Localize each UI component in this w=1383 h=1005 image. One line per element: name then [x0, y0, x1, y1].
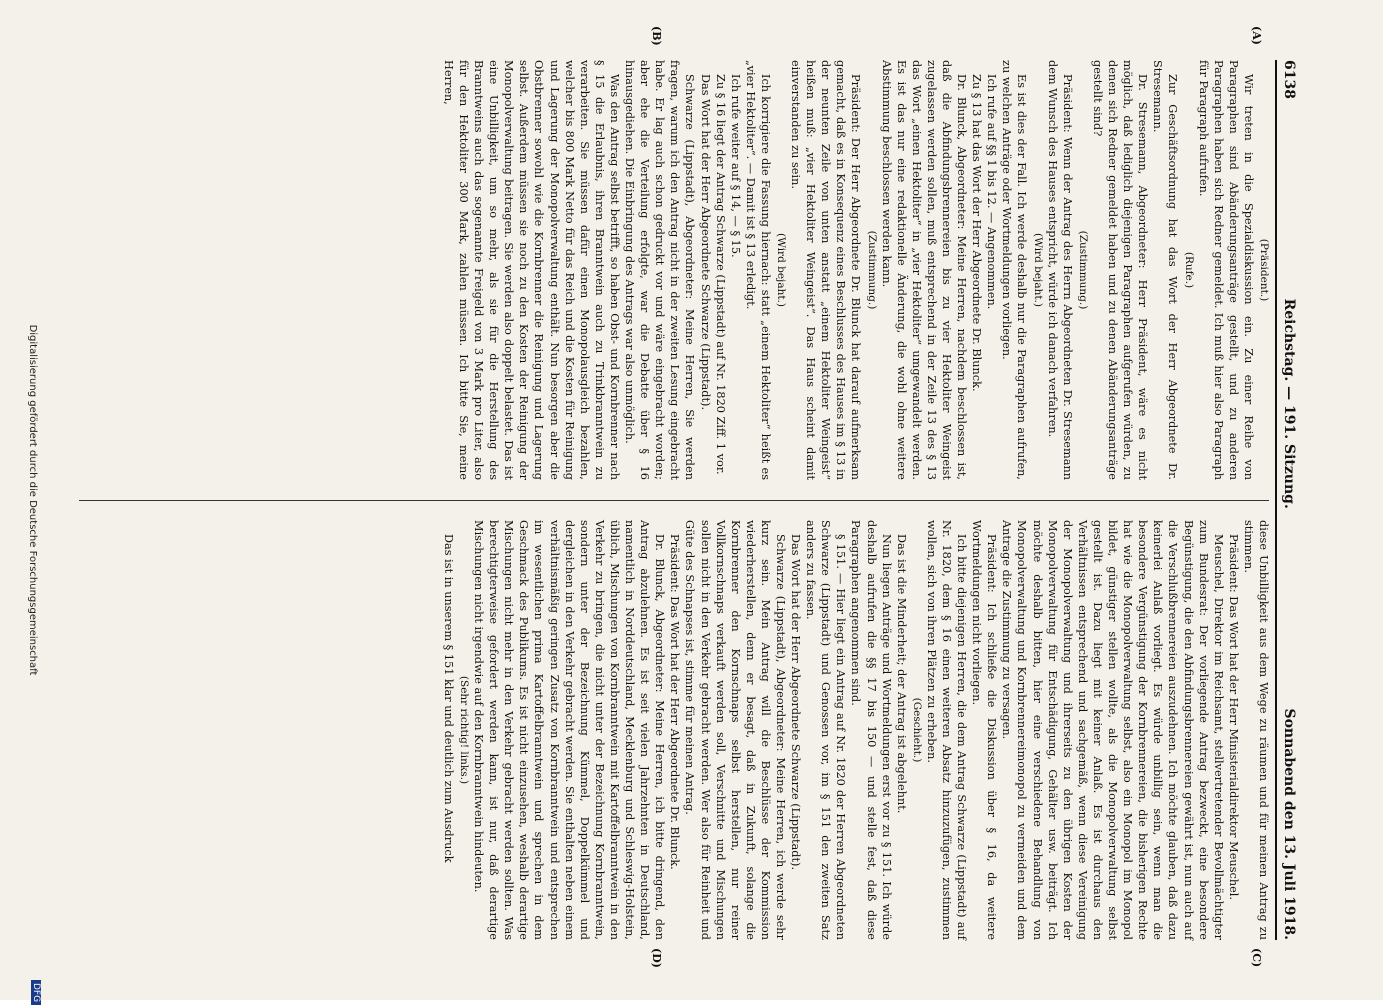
- margin-marker-b: (B): [650, 26, 663, 46]
- paragraph: Ich bitte diejenigen Herren, die dem Antrag Schwarze (Lippstadt) auf Nr. 1820, dem § 16 einen weiteren Absatz hinzuzufügen, zustimmen wollen, sich von ihren Plätzen zu erheben.: [924, 520, 969, 940]
- interjection: (Sehr richtig! links.): [458, 675, 471, 785]
- header-rule: [1275, 60, 1277, 940]
- paragraph: Das Wort hat der Herr Abgeordnete Schwarze (Lippstadt).: [698, 74, 712, 411]
- paragraph: Zur Geschäftsordnung hat das Wort der Herr Abgeordnete Dr. Stresemann.: [1151, 60, 1180, 480]
- paragraph: Präsident: Der Herr Abgeordnete Dr. Blunck hat darauf aufmerksam gemacht, daß es in Konsequenz eines Beschlusses des Hauses im § 13 in der neunten Zeile von unten anstatt „einem Hektoliter Weingeist“ heißen muß: „vier Hektoliter Weingeist“. Das Haus scheint damit einverstanden zu sein.: [789, 60, 863, 480]
- paragraph: Zu § 16 liegt der Antrag Schwarze (Lippstadt) auf Nr. 1820 Ziff. 1 vor.: [713, 74, 727, 475]
- left-column: [441, 60, 1271, 480]
- paragraph: Präsident: Das Wort hat der Herr Ministerialdirektor Meuschel.: [1226, 534, 1240, 900]
- interjection: (Zustimmung.): [1076, 230, 1089, 310]
- paragraph: § 151. — Hier liegt ein Antrag auf Nr. 1820 der Herren Abgeordneten Schwarze (Lippstadt) und Genossen vor, im § 151 den zweiten Satz anders zu fassen.: [804, 520, 848, 940]
- column-divider: [79, 500, 1269, 501]
- paragraph: Zu § 13 hat das Wort der Herr Abgeordnete Dr. Blunck.: [970, 74, 984, 392]
- interjection: (Rufe.): [1182, 251, 1195, 289]
- paragraph: Schwarze (Lippstadt), Abgeordneter: Meine Herren, Sie werden fragen, warum ich den Antrag nicht in der zweiten Lesung eingebracht habe. Er lag auch schon gedruckt vor und wäre eingebracht worden; aber ehe die Verteilung erfolgte, war die Debatte über § 16 hinausgediehen. Die Einbringung des Antrags war also unmöglich.: [623, 60, 697, 480]
- running-header: [1281, 60, 1303, 940]
- document-page: [73, 26, 1303, 968]
- paragraph: Das Wort hat der Herr Abgeordnete Schwarze (Lippstadt).: [789, 534, 803, 871]
- paragraph: Ich rufe auf §§ 1 bis 12. — Angenommen.: [985, 74, 999, 310]
- paragraph: Ich korrigiere die Fassung hiernach: statt „einem Hektoliter“ heißt es „vier Hektoliter“. — Damit ist § 13 erledigt.: [743, 60, 772, 480]
- paragraph: Was den Antrag selbst betrifft, so haben Obst- und Kornbrenner nach § 15 die Erlaubnis, ihren Branntwein auch zu Trinkbranntwein zu verarbeiten. Sie müssen dafür einen Monopolausgleich bezahlen, welcher bis 800 Mark Netto für das Reich und die Kosten für Reinigung und Lagerung der Monopolverwaltung enthält. Nun besorgen aber die Obstbrenner sowohl wie die Kornbrenner die Reinigung und Lagerung selbst. Außerdem müssen sie noch zu den Kosten der Reinigung der Monopolverwaltung beitragen. Sie werden also doppelt belastet. Das ist eine Unbilligkeit, um so mehr, als sie für die Herstellung des Branntweins auch das sogenannte Freigeld von 3 Mark pro Liter, also für den Hektoliter 300 Mark, zahlen müssen. Ich bitte Sie, meine Herren,: [441, 60, 621, 480]
- margin-marker-c: (C): [1250, 948, 1263, 968]
- interjection: (Präsident.): [1258, 238, 1270, 302]
- interjection: (Zustimmung.): [865, 230, 878, 310]
- right-column: [441, 520, 1271, 940]
- paragraph: Präsident: Ich schließe die Diskussion über § 16, da weitere Wortmeldungen nicht vorliegen.: [970, 520, 999, 940]
- margin-marker-d: (D): [650, 948, 663, 968]
- paragraph: diese Unbilligkeit aus dem Wege zu räumen und für meinen Antrag zu stimmen.: [1241, 520, 1270, 940]
- paragraph: Es ist dies der Fall. Ich werde deshalb nur die Paragraphen aufrufen, zu welchen Anträge oder Wortmeldungen vorliegen.: [1000, 60, 1029, 480]
- paragraph: Ich rufe weiter auf § 14, — § 15.: [728, 74, 742, 258]
- page-number: 6138: [1281, 60, 1297, 99]
- header-date: Sonnabend den 13. Juli 1918.: [1281, 708, 1297, 940]
- paragraph: Dr. Blunck, Abgeordneter: Meine Herren, ich bitte dringend, den Antrag abzulehnen. Es ist seit vielen Jahrzehnten in Deutschland, namentlich in Norddeutschland, Mecklenburg und Schleswig-Holstein, üblich, Mischungen von Kornbranntwein mit Kartoffelbranntwein in den Verkehr zu bringen, die nicht unter der Bezeichnung Kornbranntwein, sondern unter der Bezeichnung Kümmel, Doppelkümmel und dergleichen in den Verkehr gebracht werden. Sie enthalten neben einem verhältnismäßig geringen Zusatz von Kornbranntwein und entsprechen im wesentlichen prima Kartoffelbranntwein und sprechen in dem Geschmack des Publikums. Es ist nicht einzusehen, weshalb derartige Mischungen nicht mehr in den Verkehr gebracht werden sollten. Was berechtigterweise gefordert werden kann, ist nur, daß derartige Mischungen nicht irgendwie auf den Kornbranntwein hindeuten.: [472, 520, 667, 940]
- paragraph: Präsident: Das Wort hat der Herr Abgeordnete Dr. Blunck.: [668, 534, 682, 870]
- interjection: (Geschieht.): [910, 697, 923, 763]
- digitization-credit: Digitalisierung gefördert durch die Deutsche Forschungsgemeinschaft: [27, 324, 38, 676]
- paragraph: Dr. Blunck, Abgeordneter: Meine Herren, nachdem beschlossen ist, daß die Abfindungsbrennereien bis zu vier Hektoliter Weingeist zugelassen werden sollen, muß entsprechend in der Zeile 13 des § 13 das Wort „einen Hektoliter“ in „vier Hektoliter“ umgewandelt werden. Es ist das nur eine redaktionelle Änderung, die wohl ohne weitere Abstimmung beschlossen werden kann.: [879, 60, 969, 480]
- interjection: (Wird bejaht.): [1031, 232, 1044, 307]
- paragraph: Präsident: Wenn der Antrag des Herrn Abgeordneten Dr. Stresemann dem Wunsch des Hauses entspricht, würde ich danach verfahren.: [1045, 60, 1074, 480]
- paragraph: Das ist die Minderheit; der Antrag ist abgelehnt.: [894, 534, 908, 814]
- header-title: Reichstag. — 191. Sitzung.: [1281, 298, 1297, 509]
- margin-marker-a: (A): [1250, 26, 1263, 45]
- paragraph: Meuschel, Direktor im Reichsamt, stellvertretender Bevollmächtigter zum Bundesrat: Der vorliegende Antrag bezweckt, eine besondere Begünstigung, die den Abfindungsbrennereien gewährt ist, nun auch auf die Verschlußbrennereien auszudehnen. Ich möchte glauben, daß dazu keinerlei Anlaß vorliegt. Es würde unbillig sein, wenn man die besondere Vergünstigung der Kornbrennereien, die bisherigen Rechte hat wie die Monopolverwaltung selbst, also ein Monopol im Monopol bildet, günstiger stellen wollte, als die Monopolverwaltung selbst gestellt ist. Dazu liegt mit keiner Anlaß. Es ist durchaus den Verhältnissen entsprechend und sachgemäß, wenn diese Vereinigung der Monopolverwaltung und ihrerseits zu den übrigen Kosten der Monopolverwaltung für Entschädigung, Gehälter usw. beiträgt. Ich möchte deshalb bitten, hier eine verschiedene Behandlung von Monopolverwaltung und Kornbrennereimonopol zu vermeiden und dem Antrage die Zustimmung zu versagen.: [1000, 520, 1225, 940]
- paragraph: Wir treten in die Spezialdiskussion ein. Zu einer Reihe von Paragraphen sind Abänderungsanträge gestellt, und zu anderen Paragraphen haben sich Redner gemeldet. Ich muß hier also Paragraph für Paragraph aufrufen.: [1196, 60, 1255, 480]
- paragraph: Das ist in unserem § 151 klar und deutlich zum Ausdruck: [441, 534, 455, 863]
- paragraph: Dr. Stresemann, Abgeordneter: Herr Präsident, wäre es nicht möglich, daß lediglich diejenigen Paragraphen aufgerufen würden, zu denen sich Redner gemeldet haben und zu denen Abänderungsanträge gestellt sind?: [1090, 60, 1150, 480]
- dfg-logo: DFG: [31, 980, 41, 1005]
- interjection: (Wird bejaht.): [775, 232, 787, 307]
- paragraph: Schwarze (Lippstadt), Abgeordneter: Meine Herren, ich werde sehr kurz sein. Mein Antrag will die Beschlüsse der Kommission wiederherstellen, denn er besagt, daß in Zukunft, solange die Kornbrenner den Kornschnaps selbst herstellen, nur reiner Vollkornschnaps verkauft werden soll, Verschnitte und Mischungen sollen nicht in den Verkehr gebracht werden. Wer also für Reinheit und Güte des Schnapses ist, stimme für meinen Antrag.: [683, 520, 787, 940]
- paragraph: Nun liegen Anträge und Wortmeldungen erst vor zu § 151. Ich würde deshalb aufrufen die §§ 17 bis 150 — und stelle fest, daß diese Paragraphen angenommen sind.: [849, 520, 893, 940]
